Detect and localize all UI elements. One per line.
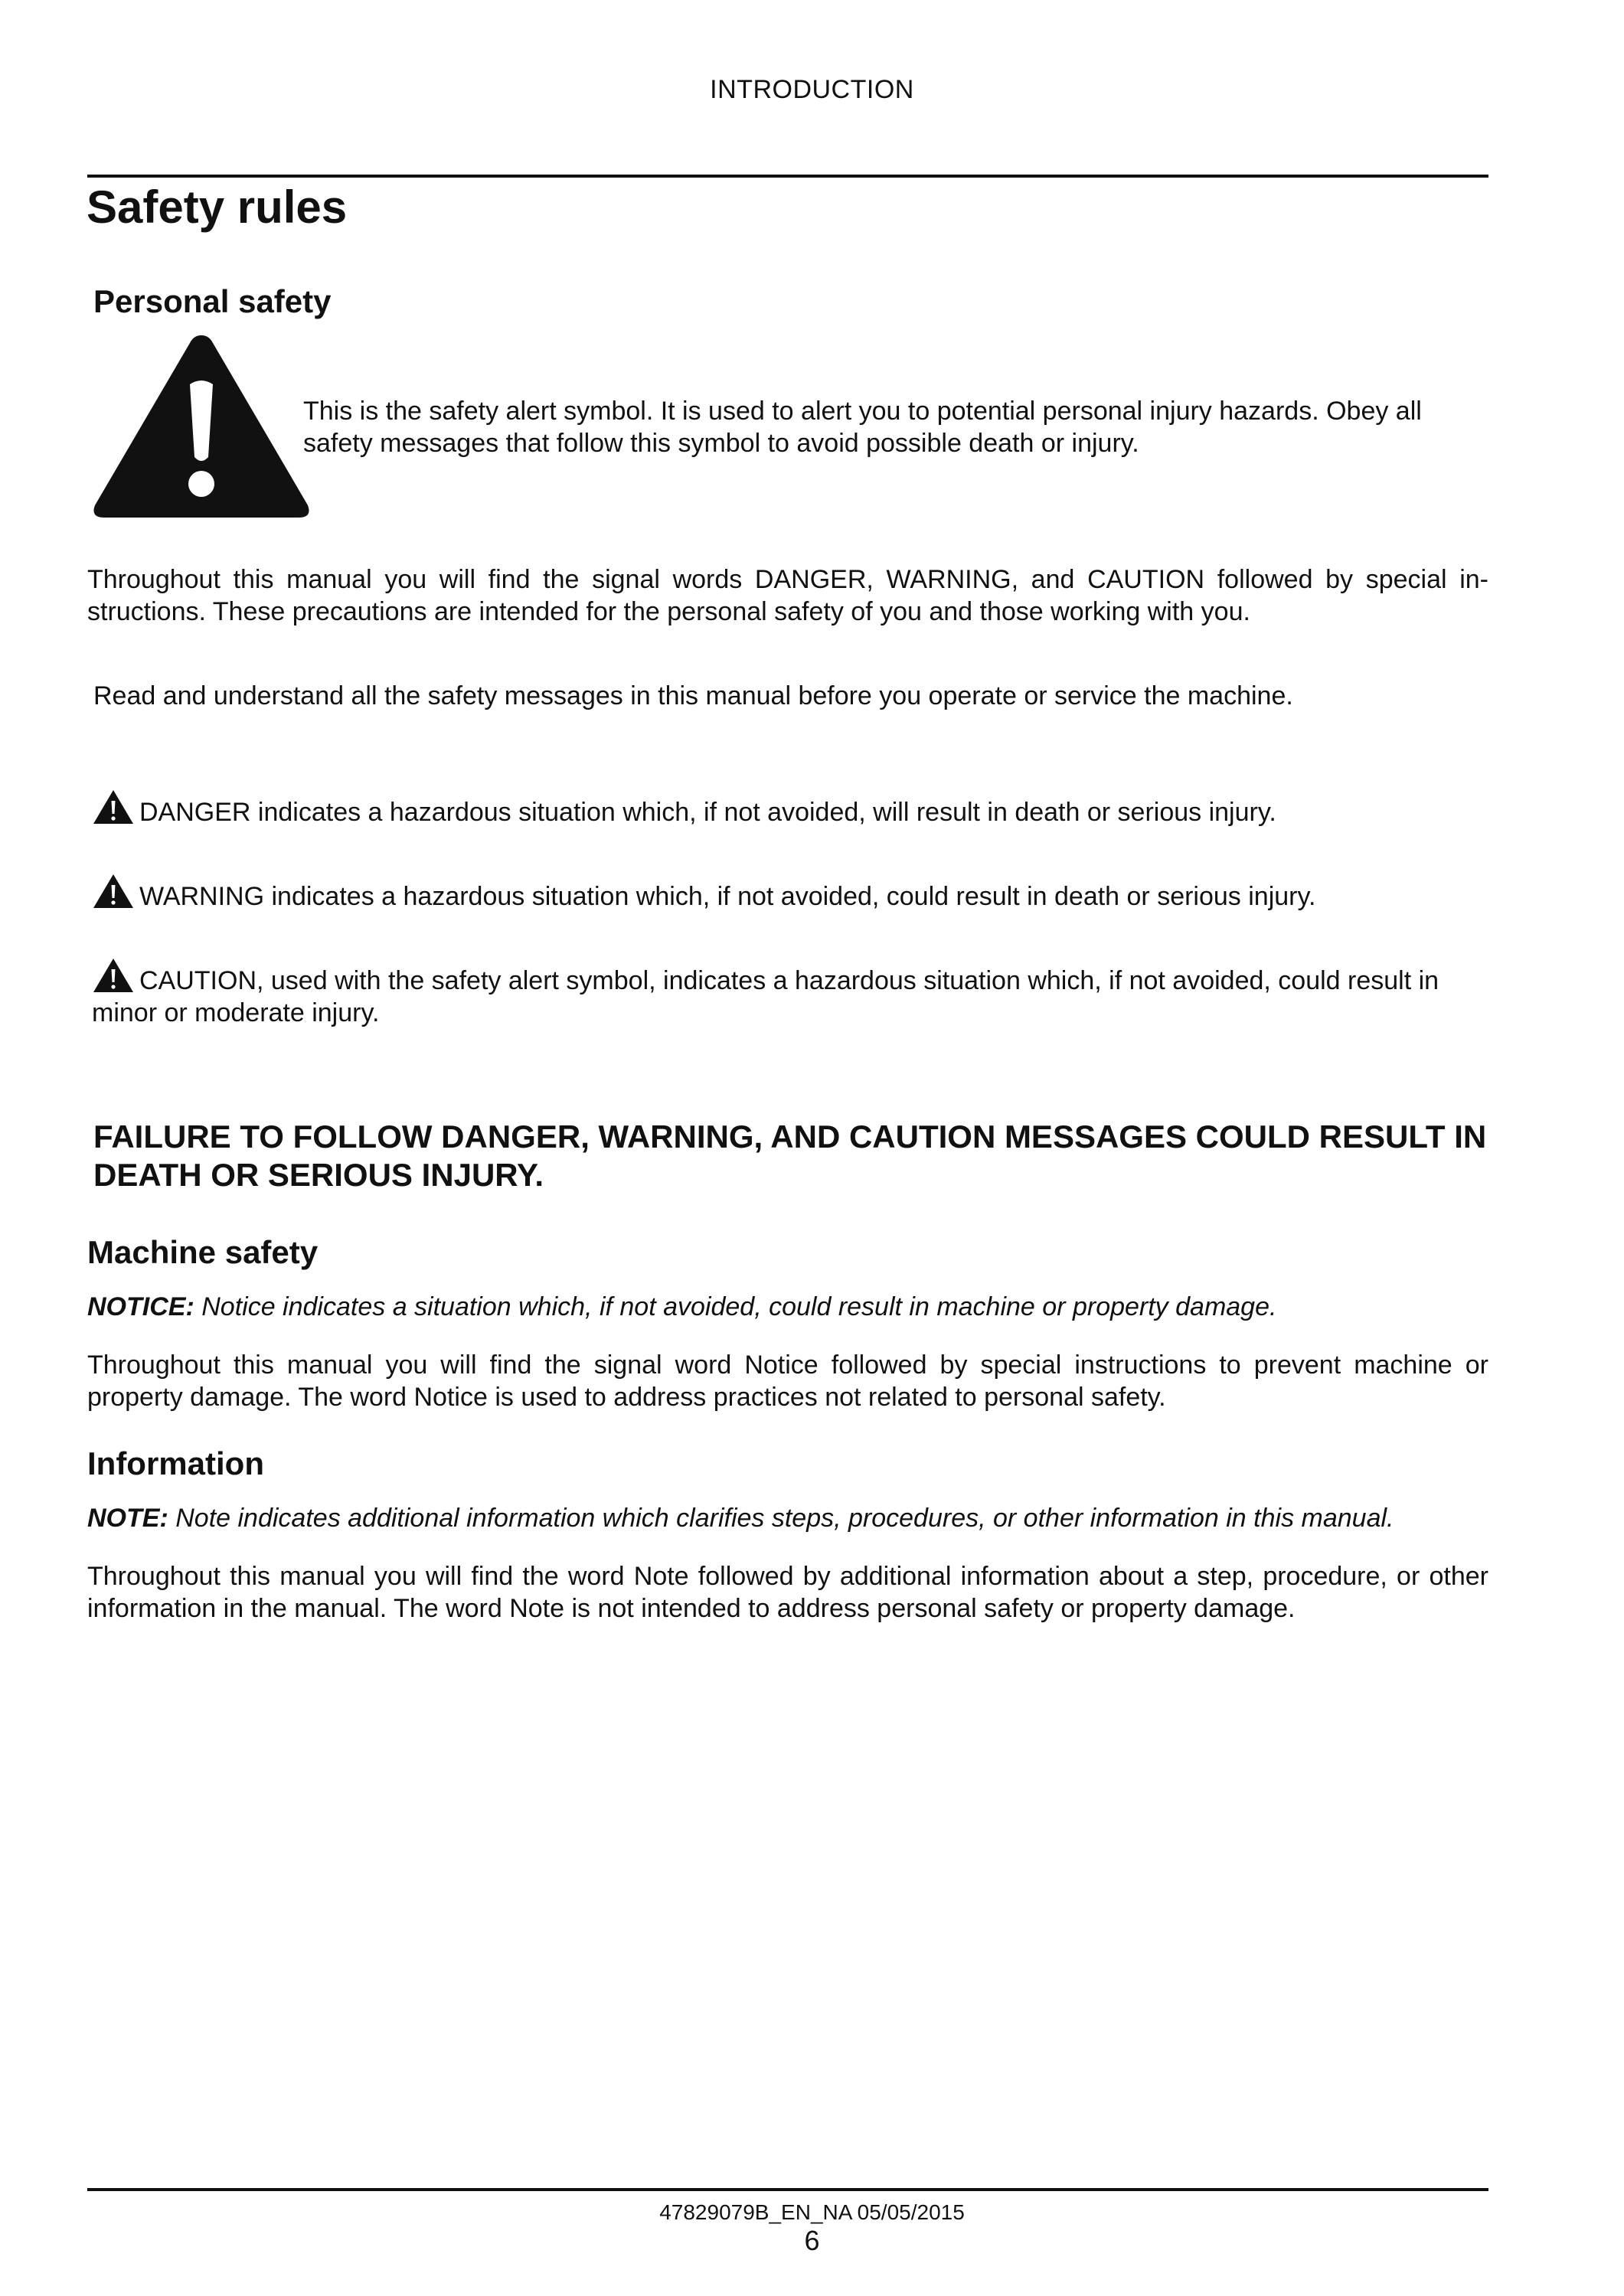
note-statement	[87, 1502, 1488, 1534]
alert-symbol-description: This is the safety alert symbol. It is used to alert you to potential personal injury hazards. Obey all safety messages that follow this symbol to avoid possible death or injury.	[303, 397, 1422, 458]
warning-text: WARNING indicates a hazardous situation which, if not avoided, could result in death or serious injury.	[139, 882, 1316, 911]
caution-definition	[92, 957, 1439, 1029]
machine-safety-heading: Machine safety	[87, 1234, 319, 1270]
warning-definition	[92, 873, 1470, 913]
machine-safety-paragraph: Throughout this manual you will find the signal word Notice followed by special instructions to prevent machine or property damage. The word Notice is used to address practices not related to personal safety.	[87, 1350, 1488, 1412]
warning-triangle-icon	[92, 957, 135, 994]
running-header: INTRODUCTION	[710, 75, 914, 104]
warning-triangle-icon	[92, 789, 135, 825]
personal-safety-heading: Personal safety	[93, 283, 332, 319]
danger-text: DANGER indicates a hazardous situation which, if not avoided, will result in death or serious injury.	[139, 798, 1276, 827]
danger-definition	[92, 789, 1470, 828]
note-text: Note indicates additional information which clarifies steps, procedures, or other information in this manual.	[175, 1504, 1394, 1533]
information-paragraph: Throughout this manual you will find the word Note followed by additional information about a step, procedure, or other information in the manual. The word Note is not intended to address personal safety or property damage.	[87, 1562, 1488, 1623]
note-label: NOTE:	[87, 1504, 168, 1533]
notice-label: NOTICE:	[87, 1292, 194, 1321]
page-title: Safety rules	[87, 181, 348, 233]
warning-triangle-icon	[90, 331, 312, 522]
footer-rule	[87, 2188, 1488, 2191]
header-rule	[87, 175, 1488, 178]
signal-words-paragraph: Throughout this manual you will find the signal words DANGER, WARNING, and CAUTION followed by special in-structions. These precautions are intended for the personal safety of you and those working with you.	[87, 565, 1488, 626]
page-number: 6	[804, 2225, 820, 2256]
document-id: 47829079B_EN_NA 05/05/2015	[659, 2200, 965, 2224]
notice-text: Notice indicates a situation which, if not avoided, could result in machine or property damage.	[201, 1292, 1277, 1321]
warning-triangle-icon	[92, 873, 135, 910]
notice-statement	[87, 1291, 1488, 1323]
failure-warning: FAILURE TO FOLLOW DANGER, WARNING, AND CAUTION MESSAGES COULD RESULT IN DEATH OR SERIOUS INJURY.	[93, 1119, 1487, 1193]
caution-text: CAUTION, used with the safety alert symbol, indicates a hazardous situation which, if not avoided, could result in minor or moderate injury.	[92, 966, 1439, 1027]
information-heading: Information	[87, 1445, 264, 1481]
read-understand-paragraph: Read and understand all the safety messages in this manual before you operate or service the machine.	[93, 681, 1293, 710]
